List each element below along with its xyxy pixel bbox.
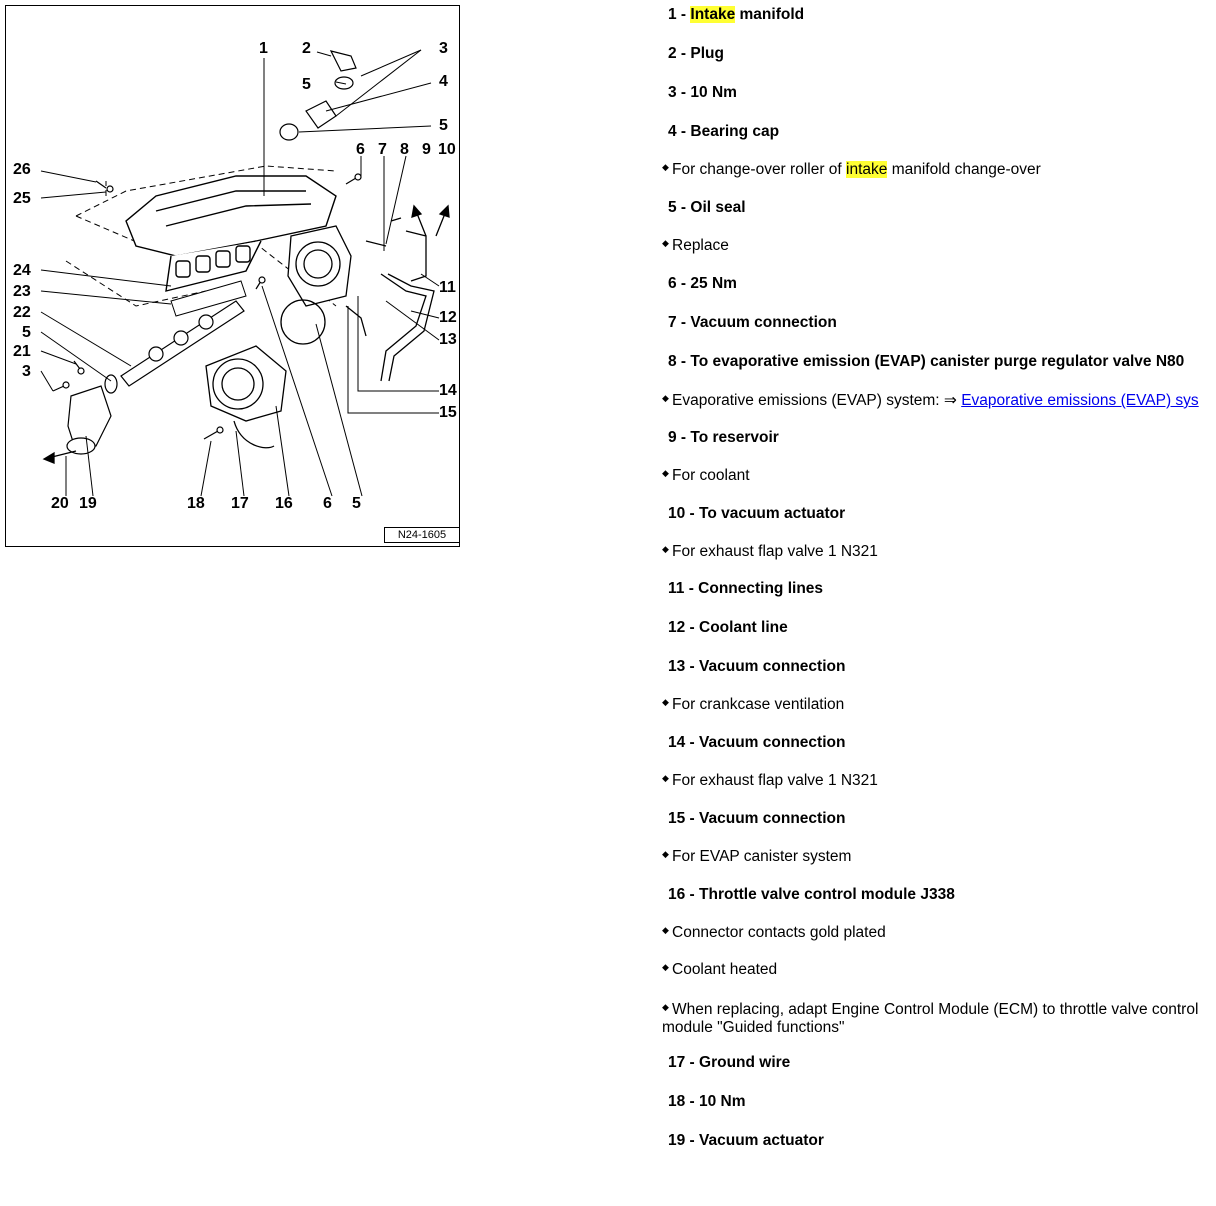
legend-note-16c-text: When replacing, adapt Engine Control Module (ECM) to throttle valve control module "Guided functions": [662, 1001, 1199, 1036]
legend-item-19: 19 - Vacuum actuator: [668, 1132, 824, 1149]
legend-note-4-before: For change-over roller of: [672, 161, 847, 178]
pipes-shape: [346, 231, 434, 381]
legend-item-4: 4 - Bearing cap: [668, 123, 780, 140]
legend-note-13: [662, 696, 844, 714]
vacuum-actuator-shape: [67, 386, 111, 454]
callout-21: 21: [13, 343, 31, 360]
callout-5-right: 5: [439, 117, 448, 134]
callout-16: 16: [275, 495, 293, 512]
legend-item-10: 10 - To vacuum actuator: [668, 505, 846, 522]
callout-26: 26: [13, 161, 31, 178]
bullet-diamond-icon: ◆: [662, 162, 669, 172]
callout-24: 24: [13, 262, 31, 279]
legend-item-12: 12 - Coolant line: [668, 619, 788, 636]
legend-item-15: 15 - Vacuum connection: [668, 810, 846, 827]
callout-12: 12: [439, 309, 457, 326]
callout-10: 10: [438, 141, 456, 158]
legend-item-13: 13 - Vacuum connection: [668, 658, 846, 675]
bullet-diamond-icon: ◆: [662, 773, 669, 783]
legend-note-16a-text: Connector contacts gold plated: [672, 924, 886, 941]
legend-note-14: [662, 772, 878, 790]
search-highlight: intake: [846, 161, 888, 178]
legend-item-9: 9 - To reservoir: [668, 429, 779, 446]
bearing-cap-shape: [280, 51, 356, 140]
bullet-diamond-icon: ◆: [662, 393, 669, 403]
legend-note-8: [662, 391, 1199, 410]
search-highlight: Intake: [690, 6, 736, 23]
callout-13: 13: [439, 331, 457, 348]
legend-item-8: 8 - To evaporative emission (EVAP) canister purge regulator valve N80: [668, 353, 1185, 370]
callout-19: 19: [79, 495, 97, 512]
callout-7: 7: [378, 141, 387, 158]
legend-item-17: 17 - Ground wire: [668, 1054, 791, 1071]
legend-item-16: 16 - Throttle valve control module J338: [668, 886, 955, 903]
legend-item-3: 3 - 10 Nm: [668, 84, 737, 101]
legend-item-2: 2 - Plug: [668, 45, 724, 62]
legend-note-13-text: For crankcase ventilation: [672, 696, 845, 713]
callout-3: 3: [439, 40, 448, 57]
legend-note-16a: [662, 924, 886, 942]
legend-note-15-text: For EVAP canister system: [672, 848, 852, 865]
bullet-diamond-icon: ◆: [662, 697, 669, 707]
legend-note-16c: [662, 998, 1207, 1037]
figure-id-label: N24-1605: [384, 527, 460, 543]
bullet-diamond-icon: ◆: [662, 238, 669, 248]
legend-item-1-rest: manifold: [735, 6, 805, 23]
callout-25: 25: [13, 190, 31, 207]
bullet-diamond-icon: ◆: [662, 468, 669, 478]
callout-1: 1: [259, 40, 268, 57]
legend-item-18: 18 - 10 Nm: [668, 1093, 746, 1110]
exploded-view-figure: [5, 5, 460, 547]
callout-3-left: 3: [22, 363, 31, 380]
legend-note-5: [662, 237, 729, 255]
legend-note-9: [662, 467, 750, 485]
legend-item-11: 11 - Connecting lines: [668, 580, 824, 597]
legend-note-8-text: Evaporative emissions (EVAP) system: ⇒: [672, 392, 962, 409]
callout-17: 17: [231, 495, 249, 512]
callout-22: 22: [13, 304, 31, 321]
bullet-diamond-icon: ◆: [662, 544, 669, 554]
legend-note-5-text: Replace: [672, 237, 729, 254]
callout-6-bottom: 6: [323, 495, 332, 512]
callout-8: 8: [400, 141, 409, 158]
bullet-diamond-icon: ◆: [662, 962, 669, 972]
callout-20: 20: [51, 495, 69, 512]
callout-18: 18: [187, 495, 205, 512]
legend-item-14: 14 - Vacuum connection: [668, 734, 846, 751]
legend-note-14-text: For exhaust flap valve 1 N321: [672, 772, 878, 789]
bullet-diamond-icon: ◆: [662, 925, 669, 935]
callout-2: 2: [302, 40, 311, 57]
legend-note-16b: [662, 961, 777, 979]
callout-9: 9: [422, 141, 431, 158]
legend-note-10-text: For exhaust flap valve 1 N321: [672, 543, 878, 560]
callout-11: 11: [439, 279, 456, 296]
callout-6: 6: [356, 141, 365, 158]
legend-item-5: 5 - Oil seal: [668, 199, 746, 216]
callout-15: 15: [439, 404, 457, 421]
legend-note-4: [662, 161, 1041, 179]
legend-item-1-num: 1 -: [668, 6, 691, 23]
legend-note-15: [662, 848, 851, 866]
legend-item-6: 6 - 25 Nm: [668, 275, 737, 292]
callout-5-left: 5: [22, 324, 31, 341]
legend-note-9-text: For coolant: [672, 467, 750, 484]
legend-item-7: 7 - Vacuum connection: [668, 314, 837, 331]
callout-5-bottom: 5: [352, 495, 361, 512]
evap-system-link[interactable]: Evaporative emissions (EVAP) sys: [961, 392, 1199, 409]
legend-item-1: [668, 6, 804, 24]
legend-note-10: [662, 543, 878, 561]
legend-note-16b-text: Coolant heated: [672, 961, 778, 978]
bullet-diamond-icon: ◆: [662, 849, 669, 859]
callout-23: 23: [13, 283, 31, 300]
legend-note-4-after: manifold change-over: [887, 161, 1041, 178]
bullet-diamond-icon: ◆: [662, 1002, 669, 1012]
callout-14: 14: [439, 382, 457, 399]
callout-4: 4: [439, 73, 448, 90]
manifold-diagram: [6, 6, 461, 548]
callout-5-top: 5: [302, 76, 311, 93]
